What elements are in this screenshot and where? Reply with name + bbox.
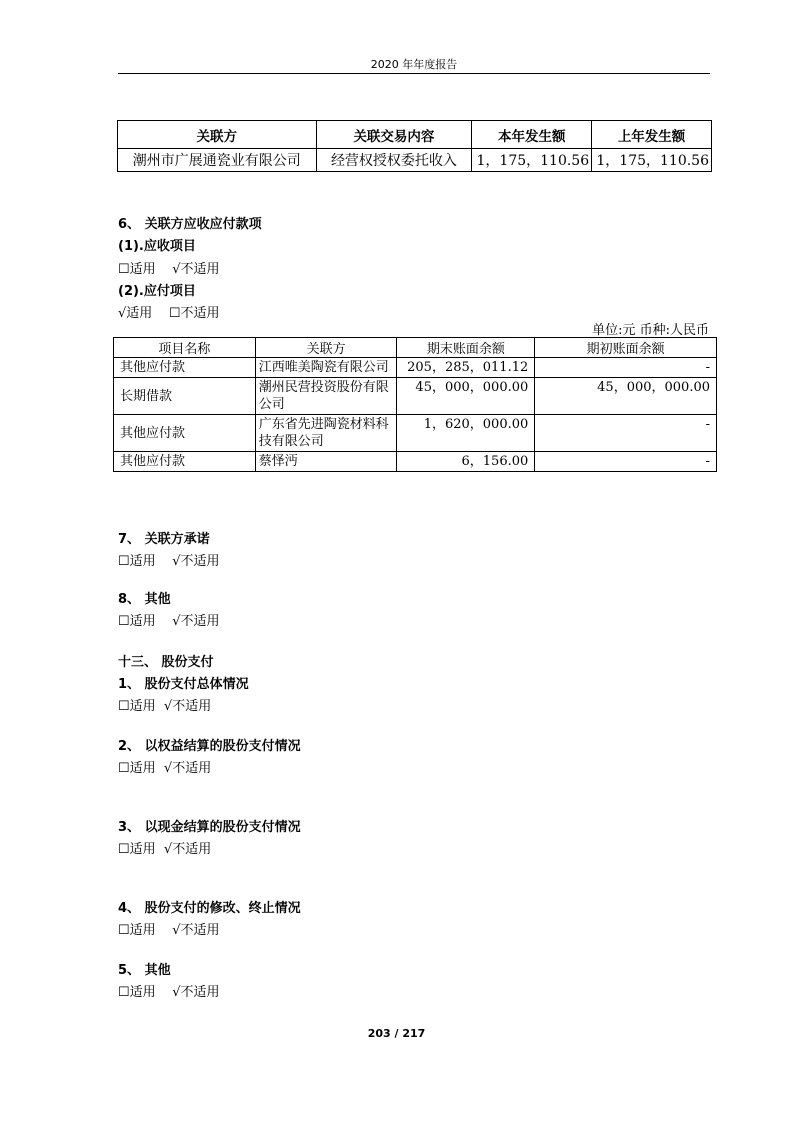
column-header: 期末账面余额 [397,338,535,358]
section-title: 5、 其他 [118,963,171,978]
column-header: 上年发生额 [592,121,712,149]
cell-current-year: 1，175，110.56 [472,149,592,172]
option-applicable: ☐适用 [118,842,156,857]
option-applicable: ☐适用 [118,699,156,714]
table-header-row [114,338,717,358]
cell-related-party: 江西唯美陶瓷有限公司 [255,358,397,378]
cell-related-party: 潮州市广展通瓷业有限公司 [118,149,317,172]
option-applicable: ☐适用 [118,614,156,629]
section-title: 3、 以现金结算的股份支付情况 [118,820,301,835]
option-not-applicable: √不适用 [163,699,212,714]
cell-begin-balance: - [535,452,717,472]
table-row [114,358,717,378]
cell-item: 其他应付款 [114,358,256,378]
applicability-options [118,610,219,629]
cell-prior-year: 1，175，110.56 [592,149,712,172]
section-title: 4、 股份支付的修改、终止情况 [118,901,301,916]
cell-related-party: 蔡怿沔 [255,452,397,472]
section-title: 1、 股份支付总体情况 [118,677,249,692]
related-transaction-table [117,120,712,172]
cell-end-balance: 1，620，000.00 [397,415,535,452]
option-applicable: ☐适用 [118,923,156,938]
table-row [114,378,717,415]
option-applicable: ☐适用 [118,262,156,277]
cell-end-balance: 6，156.00 [397,452,535,472]
applicability-options [118,919,219,938]
page-header: 2020 年年度报告 [370,58,458,71]
cell-end-balance: 205，285，011.12 [397,358,535,378]
header-divider [118,73,710,74]
section-title: 7、 关联方承诺 [118,532,210,547]
option-not-applicable: √不适用 [172,923,220,938]
section-title: 8、 其他 [118,592,171,607]
applicability-options [118,757,211,776]
option-not-applicable: √不适用 [163,842,212,857]
option-not-applicable: √不适用 [163,761,212,776]
option-not-applicable: √不适用 [172,554,220,569]
subsection-title: (2).应付项目 [118,284,196,299]
applicability-options [118,981,219,1000]
unit-label: 单位:元 币种:人民币 [592,323,709,338]
cell-end-balance: 45，000，000.00 [397,378,535,415]
cell-content: 经营权授权委托收入 [316,149,472,172]
chapter-title: 十三、 股份支付 [118,655,214,670]
option-not-applicable: √不适用 [172,262,220,277]
applicability-options [118,838,211,857]
cell-item: 其他应付款 [114,452,256,472]
section-title: 2、 以权益结算的股份支付情况 [118,739,301,754]
table-row [118,149,712,172]
applicability-options [118,695,211,714]
column-header: 关联方 [118,121,317,149]
option-applicable: ☐适用 [118,554,156,569]
table-row [114,415,717,452]
column-header: 本年发生额 [472,121,592,149]
column-header: 项目名称 [114,338,256,358]
cell-begin-balance: 45，000，000.00 [535,378,717,415]
table-row [114,452,717,472]
applicability-options [118,550,219,569]
option-not-applicable: ☐不适用 [168,306,220,321]
option-not-applicable: √不适用 [172,985,220,1000]
option-applicable: ☐适用 [118,761,156,776]
cell-begin-balance: - [535,358,717,378]
applicability-options [118,258,219,277]
column-header: 关联方 [255,338,397,358]
table-header-row [118,121,712,149]
cell-related-party: 广东省先进陶瓷材料科技有限公司 [255,415,397,452]
payable-table [113,337,717,472]
column-header: 期初账面余额 [535,338,717,358]
option-applicable: √适用 [118,306,153,321]
column-header: 关联交易内容 [316,121,472,149]
cell-related-party: 潮州民营投资股份有限公司 [255,378,397,415]
cell-item: 其他应付款 [114,415,256,452]
cell-item: 长期借款 [114,378,256,415]
subsection-title: (1).应收项目 [118,239,196,254]
cell-begin-balance: - [535,415,717,452]
option-applicable: ☐适用 [118,985,156,1000]
section-title: 6、 关联方应收应付款项 [118,217,262,232]
page-number: 203 / 217 [367,1027,426,1040]
applicability-options [118,302,219,321]
option-not-applicable: √不适用 [172,614,220,629]
